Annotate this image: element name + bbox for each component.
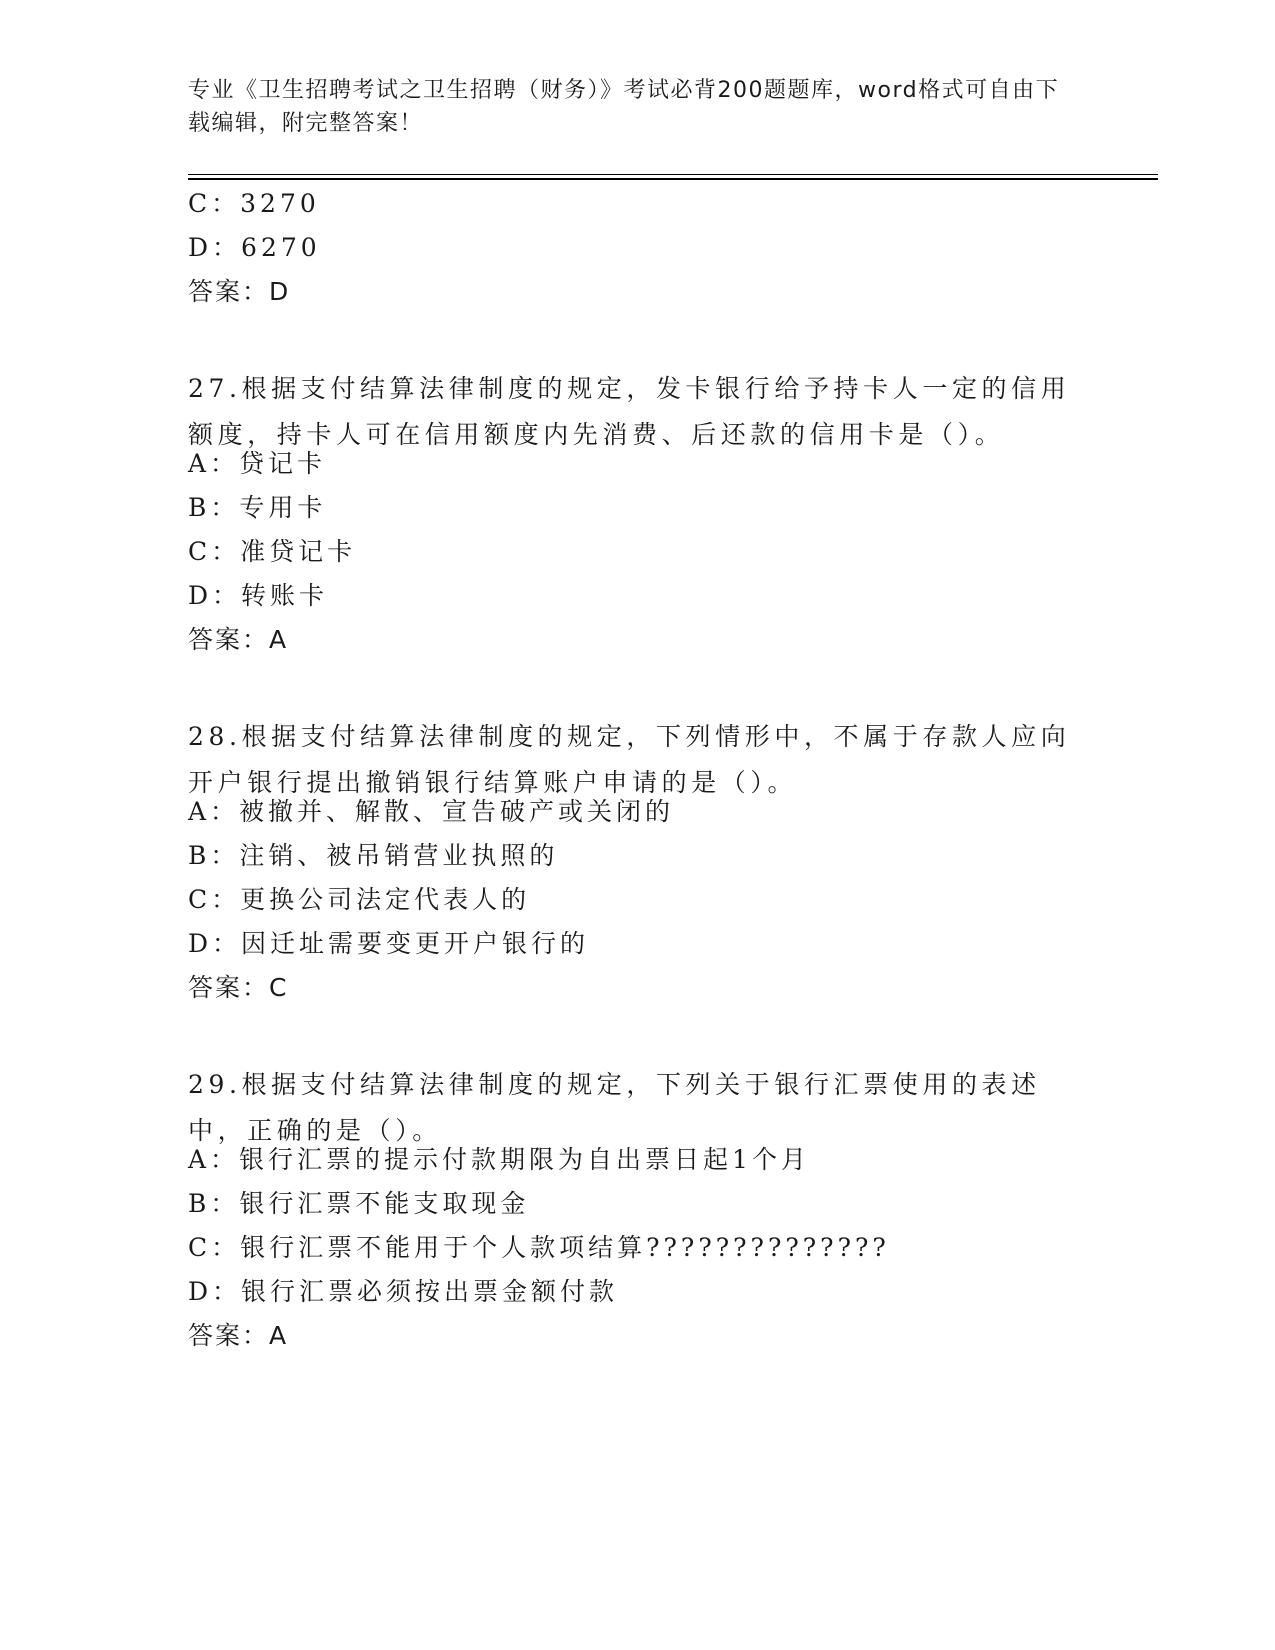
- q27-option-a: A：贷记卡: [188, 449, 327, 478]
- question-28-text: 28.根据支付结算法律制度的规定，下列情形中，不属于存款人应向开户银行提出撤销银行结算账户申请的是（）。: [188, 722, 1071, 797]
- q28-option-b: B：注销、被吊销营业执照的: [188, 841, 559, 870]
- question-29-text: 29.根据支付结算法律制度的规定，下列关于银行汇票使用的表述中，正确的是（）。: [188, 1070, 1041, 1145]
- q29-option-d: D：银行汇票必须按出票金额付款: [188, 1277, 619, 1306]
- q28-answer: 答案：C: [188, 973, 289, 1002]
- q27-option-c: C：准贷记卡: [188, 537, 357, 566]
- q27-option-d: D：转账卡: [188, 581, 329, 610]
- q28-option-d: D：因迁址需要变更开户银行的: [188, 929, 590, 958]
- q29-answer: 答案：A: [188, 1321, 289, 1350]
- q29-option-a: A：银行汇票的提示付款期限为自出票日起1个月: [188, 1145, 810, 1174]
- q27-answer: 答案：A: [188, 625, 289, 654]
- answer: 答案：D: [188, 277, 291, 306]
- q29-option-c: C：银行汇票不能用于个人款项结算??????????????: [188, 1233, 890, 1262]
- question-27-text: 27.根据支付结算法律制度的规定，发卡银行给予持卡人一定的信用额度，持卡人可在信用额度内先消费、后还款的信用卡是（）。: [188, 374, 1071, 449]
- option-d: D：6270: [188, 233, 321, 262]
- q28-option-a: A：被撤并、解散、宣告破产或关闭的: [188, 797, 675, 826]
- header-rule-thin: [188, 174, 1158, 175]
- option-c: C：3270: [188, 189, 320, 218]
- q29-option-b: B：银行汇票不能支取现金: [188, 1189, 530, 1218]
- document-header: 专业《卫生招聘考试之卫生招聘（财务）》考试必背200题题库，word格式可自由下载编辑，附完整答案！: [188, 78, 1060, 136]
- q28-option-c: C：更换公司法定代表人的: [188, 885, 531, 914]
- header-rule-thick: [188, 178, 1158, 180]
- q27-option-b: B：专用卡: [188, 493, 327, 522]
